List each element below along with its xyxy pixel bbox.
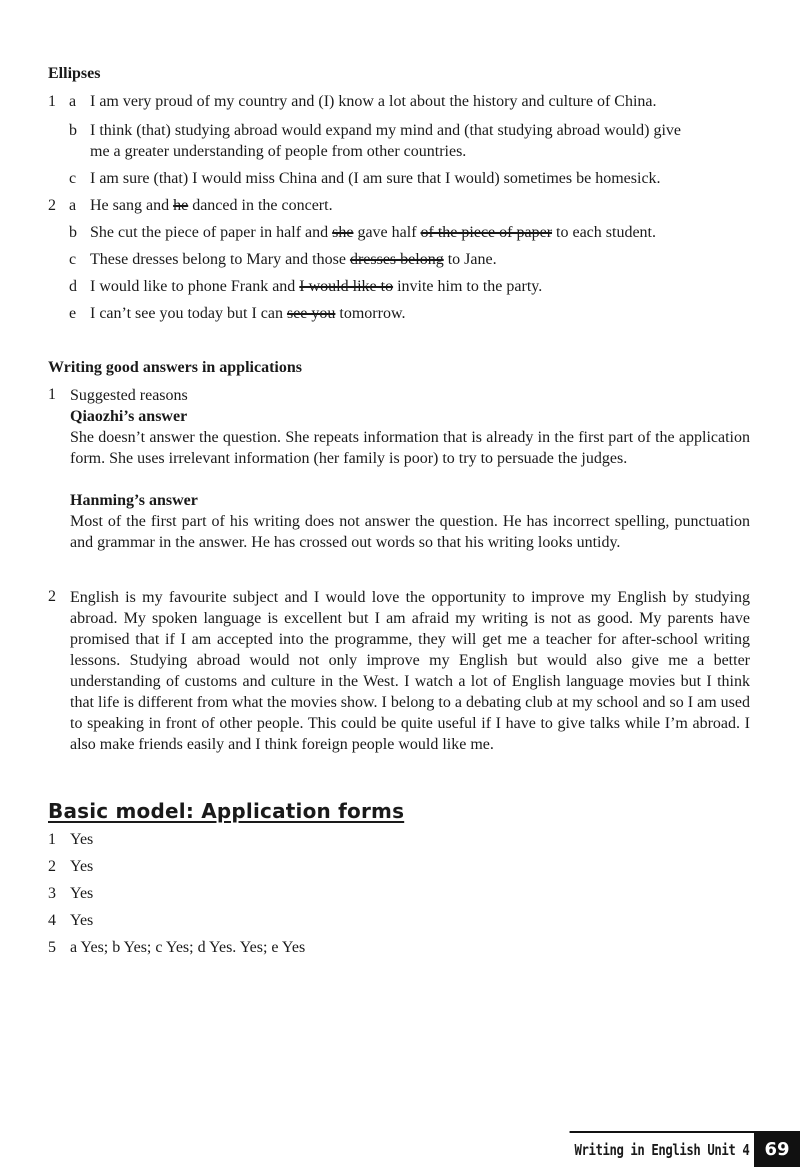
item-text: Yes bbox=[70, 831, 94, 848]
item-number: 4 bbox=[48, 912, 56, 929]
item-number: 1 bbox=[48, 386, 56, 403]
item-text: He sang and he danced in the concert. bbox=[90, 197, 333, 214]
struck-phrase: of the piece of paper bbox=[420, 224, 553, 241]
qiaozhi-heading: Qiaozhi’s answer bbox=[70, 408, 188, 425]
item-letter: a bbox=[69, 197, 77, 214]
item-number: 2 bbox=[48, 197, 56, 214]
struck-word: she bbox=[332, 224, 354, 241]
page-footer bbox=[529, 1131, 800, 1167]
item-number: 5 bbox=[48, 939, 56, 956]
item-text: a Yes; b Yes; c Yes; d Yes. Yes; e Yes bbox=[70, 939, 306, 956]
item-text: I am very proud of my country and (I) know a lot about the history and culture of China. bbox=[90, 93, 657, 110]
suggested-reasons: Suggested reasons bbox=[70, 387, 188, 404]
item-text: She cut the piece of paper in half and she gave half of the piece of paper to each student. bbox=[90, 224, 656, 241]
page-number: 69 bbox=[754, 1131, 800, 1167]
item-letter: c bbox=[69, 170, 77, 187]
item-letter: c bbox=[69, 251, 77, 268]
hanming-heading: Hanming’s answer bbox=[70, 492, 198, 509]
item-number: 2 bbox=[48, 588, 56, 605]
struck-word: he bbox=[173, 197, 189, 214]
item-text: I think (that) studying abroad would expand my mind and (that studying abroad would) give bbox=[90, 122, 681, 139]
item-letter: a bbox=[69, 93, 77, 110]
item-number: 1 bbox=[48, 93, 56, 110]
struck-phrase: see you bbox=[286, 305, 336, 322]
item-number: 2 bbox=[48, 858, 56, 875]
basic-model-heading: Basic model: Application forms bbox=[48, 799, 405, 823]
item-text: I can’t see you today but I can see you tomorrow. bbox=[90, 305, 406, 322]
footer-label: Writing in English Unit 4 bbox=[569, 1131, 754, 1167]
hanming-text: Most of the first part of his writing does not answer the question. He has incorrect spelling, punctuation and grammar in the answer. He has crossed out words so that his writing looks untidy. bbox=[70, 513, 750, 551]
item-text: Yes bbox=[70, 885, 94, 902]
item-letter: b bbox=[69, 224, 77, 241]
item-number: 3 bbox=[48, 885, 56, 902]
ellipses-heading: Ellipses bbox=[48, 65, 101, 82]
item-text: These dresses belong to Mary and those dresses belong to Jane. bbox=[90, 251, 497, 268]
item-text: I am sure (that) I would miss China and (I am sure that I would) sometimes be homesick. bbox=[90, 170, 661, 187]
writing-heading: Writing good answers in applications bbox=[48, 359, 302, 376]
item-text-continued: me a greater understanding of people from other countries. bbox=[90, 143, 467, 160]
struck-phrase: dresses belong bbox=[349, 251, 444, 268]
sample-answer: English is my favourite subject and I would love the opportunity to improve my English by studying abroad. My spoken language is excellent but I am afraid my writing is not as good. My parents have promised that if I am accepted into the programme, they will get me a teacher for after-school writing lessons. Studying abroad would not only improve my English but would also give me a better understanding of customs and culture in the West. I watch a lot of English language movies but I think that life is different from what the movies show. I belong to a debating club at my school and so I am used to speaking in front of other people. This could be quite useful if I have to give talks while I’m abroad. I also make friends easily and I think foreign people would like me. bbox=[70, 589, 750, 753]
item-letter: d bbox=[69, 278, 77, 295]
item-number: 1 bbox=[48, 831, 56, 848]
item-letter: b bbox=[69, 122, 77, 139]
item-text: Yes bbox=[70, 858, 94, 875]
item-letter: e bbox=[69, 305, 77, 322]
qiaozhi-text: She doesn’t answer the question. She repeats information that is already in the first part of the application form. She uses irrelevant information (her family is poor) to try to persuade the judges. bbox=[70, 429, 750, 467]
item-text: Yes bbox=[70, 912, 94, 929]
item-text: I would like to phone Frank and I would like to invite him to the party. bbox=[90, 278, 543, 295]
struck-phrase: I would like to bbox=[299, 278, 394, 295]
